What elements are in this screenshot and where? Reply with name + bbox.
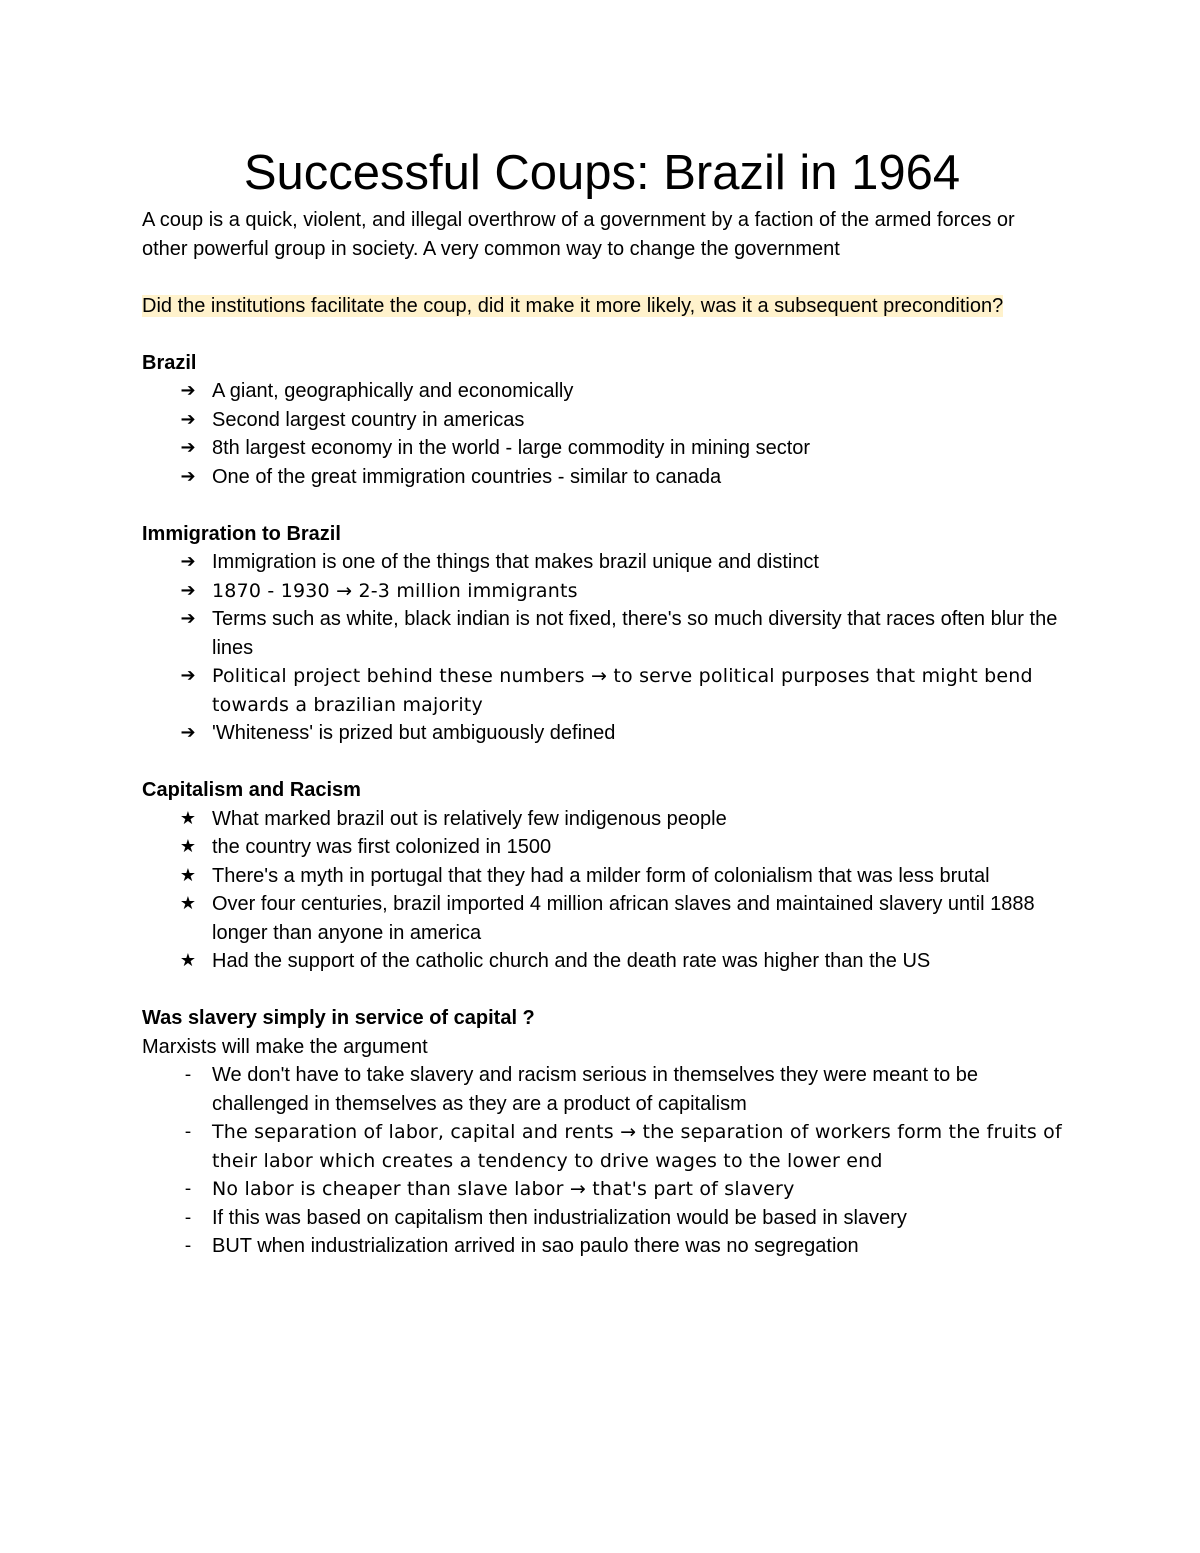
arrow-bullet-icon: ➔ [180, 579, 196, 601]
section-heading-slavery: Was slavery simply in service of capital ? [142, 1007, 535, 1029]
star-bullet-icon: ★ [179, 950, 197, 971]
arrow-bullet-icon: ➔ [180, 608, 196, 629]
list-item: - No labor is cheaper than slave labor → that's part of slavery [142, 1175, 1062, 1204]
list-item: ➔ Second largest country in americas [142, 406, 1062, 435]
arrow-bullet-icon: ➔ [180, 437, 196, 458]
star-bullet-icon: ★ [179, 836, 197, 857]
section-heading-immigration: Immigration to Brazil [142, 522, 341, 545]
dash-bullet-icon: - [184, 1121, 192, 1142]
intro-paragraph: A coup is a quick, violent, and illegal overthrow of a government by a faction of the armed forces or other powerful group in society. A very common way to change the government [142, 209, 1015, 260]
list-item: ➔ 8th largest economy in the world - large commodity in mining sector [142, 434, 1062, 463]
slavery-subtext: Marxists will make the argument [142, 1035, 428, 1058]
list-item: ➔ Terms such as white, black indian is not fixed, there's so much diversity that races often blur the lines [142, 605, 1062, 662]
immigration-list [142, 548, 1062, 748]
arrow-bullet-icon: ➔ [180, 465, 196, 487]
list-item: - If this was based on capitalism then industrialization would be based in slavery [142, 1204, 1062, 1233]
list-item: ➔ One of the great immigration countries - similar to canada [142, 463, 1062, 492]
star-bullet-icon: ★ [179, 807, 197, 829]
list-item: ➔ 1870 - 1930 → 2-3 million immigrants [142, 577, 1062, 606]
arrow-bullet-icon: ➔ [180, 551, 196, 572]
list-item: ➔ Immigration is one of the things that makes brazil unique and distinct [142, 548, 1062, 577]
section-heading-brazil: Brazil [142, 351, 197, 374]
arrow-bullet-icon: ➔ [180, 665, 196, 686]
list-item: ➔ 'Whiteness' is prized but ambiguously defined [142, 719, 1062, 748]
highlighted-question-paragraph [142, 292, 1062, 321]
list-item: ★ Over four centuries, brazil imported 4 million african slaves and maintained slavery until 1888 longer than anyone in america [142, 890, 1062, 947]
list-item: ★ What marked brazil out is relatively few indigenous people [142, 805, 1062, 834]
arrow-bullet-icon: ➔ [180, 722, 196, 743]
list-item: - We don't have to take slavery and racism serious in themselves they were meant to be challenged in themselves as they are a product of capitalism [142, 1061, 1062, 1118]
dash-bullet-icon: - [184, 1178, 192, 1199]
star-bullet-icon: ★ [179, 864, 197, 886]
star-bullet-icon: ★ [179, 893, 197, 914]
document-page [142, 140, 1062, 1261]
section-heading-capitalism: Capitalism and Racism [142, 779, 361, 801]
list-item: ★ the country was first colonized in 1500 [142, 833, 1062, 862]
list-item: ★ There's a myth in portugal that they had a milder form of colonialism that was less brutal [142, 862, 1062, 891]
list-item: - BUT when industrialization arrived in sao paulo there was no segregation [142, 1232, 1062, 1261]
highlighted-question: Did the institutions facilitate the coup, did it make it more likely, was it a subsequent precondition? [142, 294, 1004, 317]
slavery-list [142, 1061, 1062, 1261]
brazil-list [142, 377, 1062, 491]
dash-bullet-icon: - [184, 1064, 192, 1085]
dash-bullet-icon: - [184, 1206, 192, 1228]
arrow-bullet-icon: ➔ [180, 408, 196, 430]
list-item: ★ Had the support of the catholic church and the death rate was higher than the US [142, 947, 1062, 976]
dash-bullet-icon: - [184, 1235, 192, 1256]
list-item: ➔ A giant, geographically and economically [142, 377, 1062, 406]
list-item: - The separation of labor, capital and rents → the separation of workers form the fruits of their labor which creates a tendency to drive wages to the lower end [142, 1118, 1062, 1175]
list-item: ➔ Political project behind these numbers → to serve political purposes that might bend towards a brazilian majority [142, 662, 1062, 719]
capitalism-list [142, 805, 1062, 976]
arrow-bullet-icon: ➔ [180, 380, 196, 401]
page-title: Successful Coups: Brazil in 1964 [243, 146, 961, 200]
